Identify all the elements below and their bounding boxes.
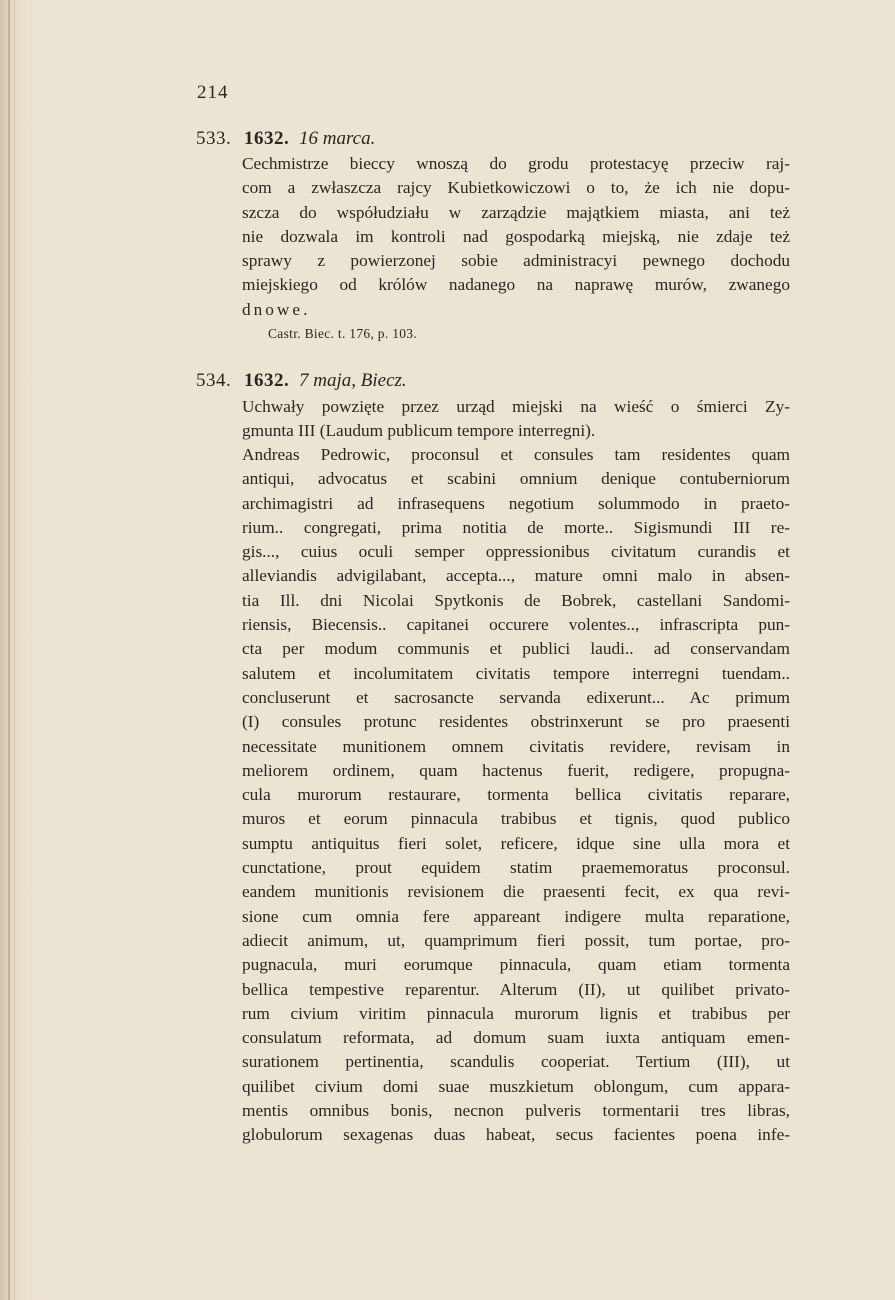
binding-gutter <box>8 0 10 1300</box>
text-line: concluserunt et sacrosancte servanda edixerunt... Ac primum <box>242 687 790 707</box>
text-line: rum civium viritim pinnacula murorum lignis et trabibus per <box>242 1003 790 1023</box>
entry-date: 16 marca. <box>299 128 376 149</box>
binding-gutter-shadow <box>14 0 15 1300</box>
summary-line: gmunta III (Laudum publicum tempore interregni). <box>242 421 596 441</box>
summary-line: com a zwłaszcza rajcy Kubietkowiczowi o to, że ich nie dopu- <box>242 178 790 198</box>
text-line: globulorum sexagenas duas habeat, secus facientes poena infe- <box>242 1125 790 1145</box>
text-line: cula murorum restaurare, tormenta bellica civitatis reparare, <box>242 785 790 805</box>
summary-line: Uchwały powzięte przez urząd miejski na wieść o śmierci Zy- <box>242 397 790 416</box>
text-line: sumptu antiquitus fieri solet, reficere, idque sine ulla mora et <box>242 833 790 853</box>
text-line: quilibet civium domi suae muszkietum oblongum, cum appara- <box>242 1076 790 1096</box>
summary-line: sprawy z powierzonej sobie administracyi pewnego dochodu <box>242 251 790 271</box>
page-number: 214 <box>197 82 229 103</box>
text-line: adiecit animum, ut, quamprimum fieri possit, tum portae, pro- <box>242 930 790 950</box>
summary-line: miejskiego od królów nadanego na naprawę murów, zwanego <box>242 275 790 295</box>
text-line: rium.. congregati, prima notitia de morte.. Sigismundi III re- <box>242 517 790 537</box>
entry-534-text <box>242 443 790 1148</box>
text-line: meliorem ordinem, quam hactenus fuerit, redigere, propugna- <box>242 760 790 780</box>
text-line: eandem munitionis revisionem die praesenti fecit, ex qua revi- <box>242 882 790 902</box>
text-line: archimagistri ad infrasequens negotium solummodo in praeto- <box>242 493 790 513</box>
text-line: muros et eorum pinnacula trabibus et tignis, quod publico <box>242 809 790 829</box>
text-line: (I) consules protunc residentes obstrinxerunt se pro praesenti <box>242 712 790 732</box>
text-line: sione cum omnia fere appareant indigere multa reparatione, <box>242 906 790 926</box>
text-line: consulatum reformata, ad domum suam iuxta antiquam emen- <box>242 1028 790 1048</box>
entry-number: 534. <box>196 370 232 391</box>
text-line: pugnacula, muri eorumque pinnacula, quam etiam tormenta <box>242 955 790 975</box>
entry-number: 533. <box>196 128 232 149</box>
text-line: alleviandis advigilabant, accepta..., mature omni malo in absen- <box>242 566 790 586</box>
entry-533-source: Castr. Biec. t. 176, p. 103. <box>268 326 418 341</box>
text-line: salutem et incolumitatem civitatis tempore interregni tuendam.. <box>242 663 790 683</box>
text-line: mentis omnibus bonis, necnon pulveris tormentarii tres libras, <box>242 1101 790 1121</box>
text-line: riensis, Biecensis.. capitanei occurere volentes.., infrascripta pun- <box>242 615 790 635</box>
entry-year: 1632. <box>244 128 290 149</box>
summary-line: nie dozwala im kontroli nad gospodarką miejską, nie zdaje też <box>242 226 790 246</box>
summary-line: Cechmistrze bieccy wnoszą do grodu protestacyę przeciw raj- <box>242 154 790 173</box>
text-line: necessitate munitionem omnem civitatis revidere, revisam in <box>242 736 790 756</box>
text-line: cta per modum communis et publici laudi.. ad conservandam <box>242 639 790 659</box>
text-line: bellica tempestive reparentur. Alterum (II), ut quilibet privato- <box>242 979 790 999</box>
text-line: surationem pertinentia, scandulis cooperiat. Tertium (III), ut <box>242 1052 790 1072</box>
text-line: cunctatione, prout equidem statim praememoratus proconsul. <box>242 858 790 878</box>
entry-533-summary <box>242 152 790 322</box>
text-line: Andreas Pedrowic, proconsul et consules tam residentes quam <box>242 445 790 464</box>
text-line: tia Ill. dni Nicolai Spytkonis de Bobrek, castellani Sandomi- <box>242 590 790 610</box>
text-line: gis..., cuius oculi semper oppressionibus civitatum curandis et <box>242 542 790 562</box>
entry-date: 7 maja, Biecz. <box>299 370 407 391</box>
entry-533-heading <box>196 128 375 150</box>
entry-534-summary <box>242 395 790 444</box>
entry-year: 1632. <box>244 370 290 391</box>
text-line: antiqui, advocatus et scabini omnium denique contuberniorum <box>242 469 790 489</box>
entry-534-heading <box>196 370 407 392</box>
summary-line: dnowe. <box>242 299 311 319</box>
summary-line: szcza do współudziału w zarządzie majątkiem miasta, ani też <box>242 202 790 222</box>
